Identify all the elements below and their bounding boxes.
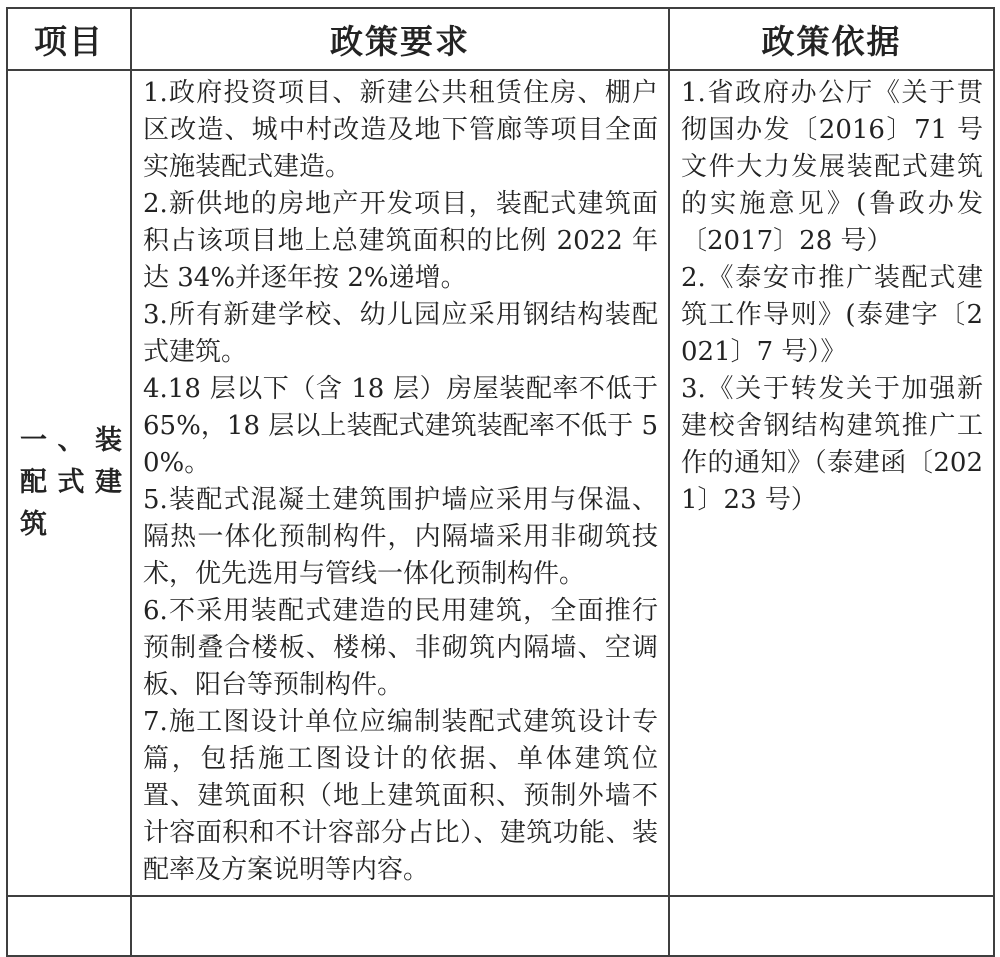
policy-table [6, 7, 995, 957]
requirement-item: 4.18 层以下（含 18 层）房屋装配率不低于 65%，18 层以上装配式建筑装配率不低于 50%。 [143, 374, 658, 478]
project-cell [7, 70, 131, 896]
table-row [7, 70, 994, 896]
requirement-item: 2.新供地的房地产开发项目，装配式建筑面积占该项目地上总建筑面积的比例 2022 年达 34%并逐年按 2%递增。 [143, 189, 658, 293]
project-label: 一、装配式建筑 [20, 425, 122, 540]
header-project: 项目 [7, 8, 131, 70]
requirements-cell [131, 70, 669, 896]
requirements-cell-partial [131, 896, 669, 956]
requirement-item: 1.政府投资项目、新建公共租赁住房、棚户区改造、城中村改造及地下管廊等项目全面实施装配式建造。 [143, 78, 658, 182]
project-cell-partial [7, 896, 131, 956]
requirement-item: 6.不采用装配式建造的民用建筑，全面推行预制叠合楼板、楼梯、非砌筑内隔墙、空调板、阳台等预制构件。 [143, 596, 658, 700]
basis-item: 1.省政府办公厅《关于贯彻国办发〔2016〕71 号文件大力发展装配式建筑的实施意见》(鲁政办发〔2017〕28 号） [681, 78, 983, 256]
table-header-row [7, 8, 994, 70]
document-sheet [6, 7, 993, 957]
basis-item: 3.《关于转发关于加强新建校舍钢结构建筑推广工作的通知》（泰建函〔2021〕23 号） [681, 374, 983, 515]
header-policy-basis: 政策依据 [669, 8, 994, 70]
basis-cell [669, 70, 994, 896]
table-row-partial [7, 896, 994, 956]
basis-item: 2.《泰安市推广装配式建筑工作导则》(泰建字〔2021〕7 号）》 [681, 263, 983, 367]
basis-cell-partial [669, 896, 994, 956]
header-policy-requirements: 政策要求 [131, 8, 669, 70]
requirement-item: 3.所有新建学校、幼儿园应采用钢结构装配式建筑。 [143, 300, 658, 367]
requirement-item: 7.施工图设计单位应编制装配式建筑设计专篇，包括施工图设计的依据、单体建筑位置、建筑面积（地上建筑面积、预制外墙不计容面积和不计容部分占比）、建筑功能、装配率及方案说明等内容。 [143, 707, 658, 885]
requirement-item: 5.装配式混凝土建筑围护墙应采用与保温、隔热一体化预制构件，内隔墙采用非砌筑技术，优先选用与管线一体化预制构件。 [143, 485, 658, 589]
